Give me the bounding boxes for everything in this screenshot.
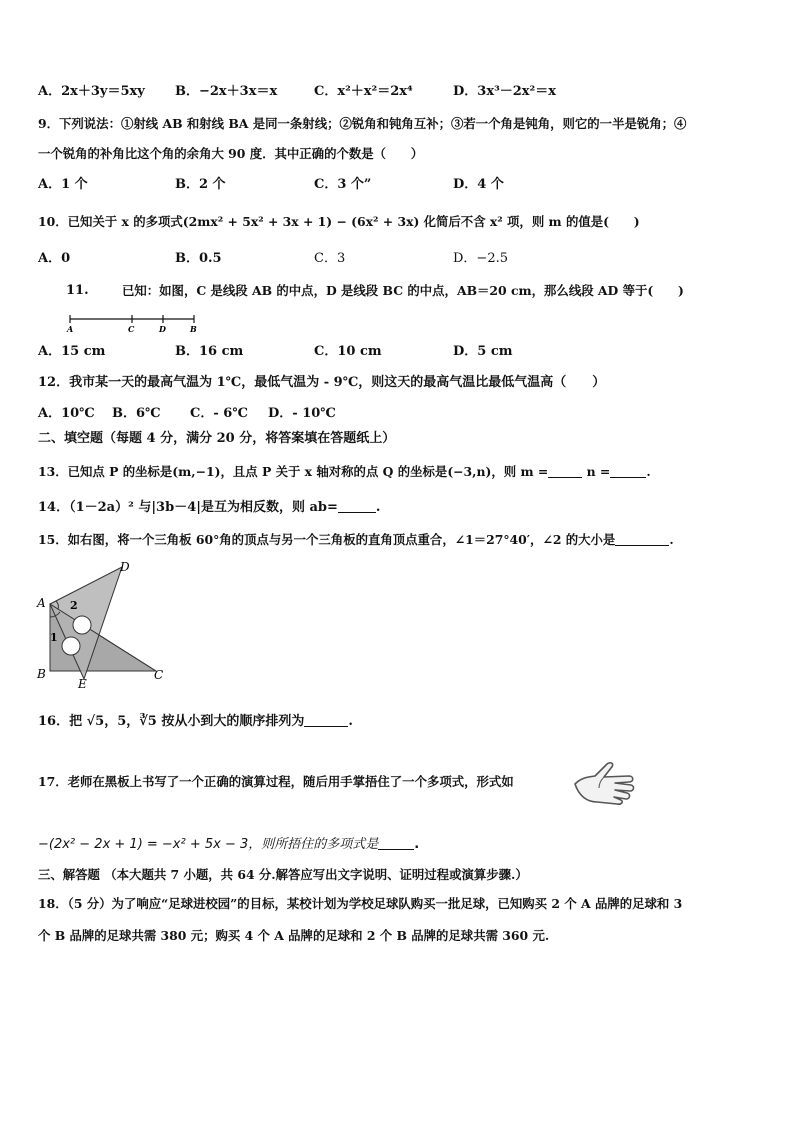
hole-lower xyxy=(62,637,80,655)
q14-blank[interactable] xyxy=(338,498,376,513)
section-2-heading: 二、填空题（每题 4 分，满分 20 分，将答案填在答题纸上） xyxy=(38,431,396,446)
q9-option-b[interactable]: B．2 个 xyxy=(175,177,226,192)
angle-1-label: 1 xyxy=(50,631,58,644)
label-d: D xyxy=(159,324,166,334)
q11-text: 已知：如图，C 是线段 AB 的中点，D 是线段 BC 的中点，AB＝20 cm，那么线段 AD 等于( ) xyxy=(122,283,684,298)
q11-option-c[interactable]: C．10 cm xyxy=(314,344,382,359)
q11-option-b[interactable]: B．16 cm xyxy=(175,344,244,359)
point-a-label: A xyxy=(37,596,46,610)
q17-text-line1: 17．老师在黑板上书写了一个正确的演算过程，随后用手掌捂住了一个多项式，形式如 xyxy=(38,774,514,789)
q17-blank[interactable] xyxy=(378,835,414,850)
q13-mid: n = xyxy=(586,464,611,479)
q10-option-c[interactable]: C．3 xyxy=(314,251,346,266)
q16-blank[interactable] xyxy=(304,712,348,727)
q9-option-a[interactable]: A．1 个 xyxy=(38,177,88,192)
q14-line xyxy=(38,498,380,517)
q18-text-line2: 个 B 品牌的足球共需 380 元；购买 4 个 A 品牌的足球和 2 个 B 品牌的足球共需 360 元. xyxy=(38,928,550,943)
point-c-label: C xyxy=(154,668,164,682)
q16-line xyxy=(38,712,353,731)
hole-upper xyxy=(73,616,91,634)
hand-shape xyxy=(575,763,634,804)
q12-option-b[interactable]: B．6℃ xyxy=(112,406,161,421)
q15-text: 15．如右图，将一个三角板 60°角的顶点与另一个三角板的直角顶点重合，∠1＝27°40′，∠2 的大小是 xyxy=(38,532,616,547)
section-3-heading: 三、解答题 （本大题共 7 小题，共 64 分.解答应写出文字说明、证明过程或演算步骤.） xyxy=(38,867,528,882)
label-b: B xyxy=(190,324,197,334)
q13-blank-n[interactable] xyxy=(610,463,646,478)
q10-text: 10．已知关于 x 的多项式(2mx² + 5x² + 3x + 1) − (6x² + 3x) 化简后不含 x² 项，则 m 的值是( ) xyxy=(38,214,640,229)
q15-end: . xyxy=(669,532,674,547)
q13-text: 13．已知点 P 的坐标是(m,−1)，且点 P 关于 x 轴对称的点 Q 的坐标是(−3,n)，则 m = xyxy=(38,464,549,479)
label-a: A xyxy=(67,324,74,334)
q10-option-d[interactable]: D．−2.5 xyxy=(453,251,508,266)
q15-blank[interactable] xyxy=(615,531,669,546)
q13-blank-m[interactable] xyxy=(548,463,582,478)
q9-text-line1: 9．下列说法：①射线 AB 和射线 BA 是同一条射线；②锐角和钝角互补；③若一个角是钝角，则它的一半是锐角；④ xyxy=(38,116,687,131)
hand-icon xyxy=(571,758,639,806)
q12-option-a[interactable]: A．10℃ xyxy=(38,406,95,421)
q17-equation: −(2x² − 2x + 1) = −x² + 5x − 3，则所捂住的多项式是 xyxy=(38,837,379,852)
point-e-label: E xyxy=(78,677,87,691)
q15-triangle-figure xyxy=(34,557,174,692)
q17-end: . xyxy=(414,837,420,852)
q9-option-d[interactable]: D．4 个 xyxy=(453,177,504,192)
q8-option-b[interactable]: B．−2x＋3x＝x xyxy=(175,84,278,99)
q11-number: 11. xyxy=(66,283,89,298)
q10-option-b[interactable]: B．0.5 xyxy=(175,251,222,266)
point-b-label: B xyxy=(37,667,46,681)
label-c: C xyxy=(128,324,135,334)
q16-text: 16．把 √5，5，∛5 按从小到大的顺序排列为 xyxy=(38,714,305,729)
q9-option-c[interactable]: C．3 个” xyxy=(314,177,372,192)
q8-option-d[interactable]: D．3x³－2x²＝x xyxy=(453,84,557,99)
q12-text: 12．我市某一天的最高气温为 1℃，最低气温为 - 9℃，则这天的最高气温比最低气温高（ ） xyxy=(38,375,606,390)
q13-end: . xyxy=(646,464,651,479)
point-d-label: D xyxy=(120,560,130,574)
angle-2-label: 2 xyxy=(70,599,78,612)
q14-text: 14．（1－2a）² 与|3b－4|是互为相反数，则 ab= xyxy=(38,500,338,515)
q11-option-d[interactable]: D．5 cm xyxy=(453,344,513,359)
q8-option-a[interactable]: A．2x＋3y＝5xy xyxy=(38,84,145,99)
q12-option-d[interactable]: D．- 10℃ xyxy=(268,406,336,421)
q8-option-c[interactable]: C．x²＋x²＝2x⁴ xyxy=(314,84,413,99)
q9-text-line2: 一个锐角的补角比这个角的余角大 90 度．其中正确的个数是（ ） xyxy=(38,146,424,161)
q11-segment-figure xyxy=(62,310,212,334)
q18-text-line1: 18．（5 分）为了响应“足球进校园”的目标，某校计划为学校足球队购买一批足球，已知购买 2 个 A 品牌的足球和 3 xyxy=(38,896,683,911)
q17-line2 xyxy=(38,835,419,854)
q11-option-a[interactable]: A．15 cm xyxy=(38,344,106,359)
q15-line xyxy=(38,531,674,549)
q13-line xyxy=(38,463,651,481)
q14-end: . xyxy=(375,500,381,515)
q16-end: . xyxy=(348,714,353,729)
q12-option-c[interactable]: C．- 6℃ xyxy=(190,406,248,421)
q10-option-a[interactable]: A．0 xyxy=(38,251,71,266)
